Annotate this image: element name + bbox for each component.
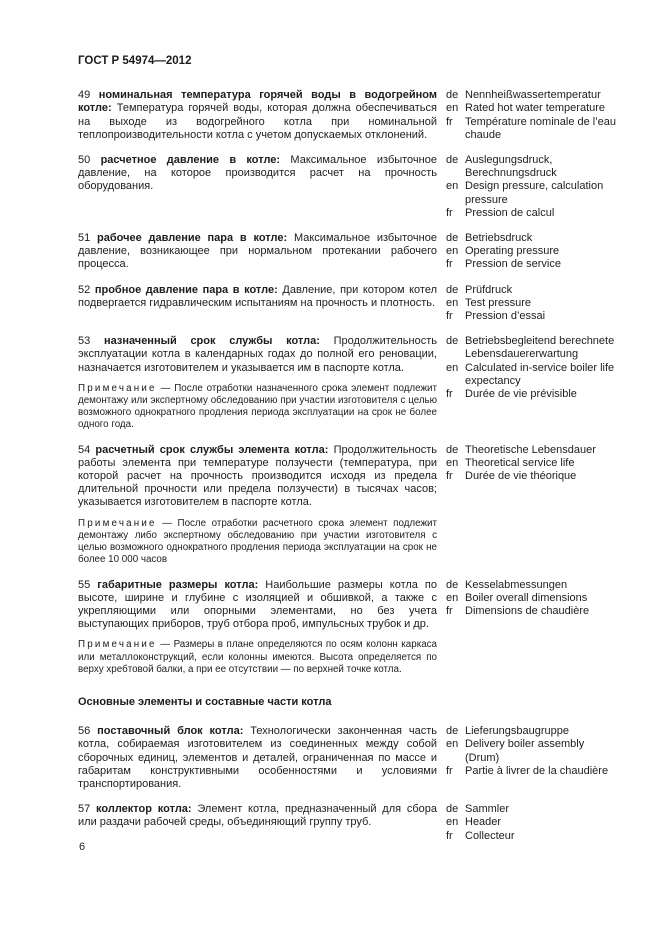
term-translations [446,154,620,220]
term-paragraph [78,725,437,791]
translation-row [446,258,620,271]
term-russian-block [78,154,437,194]
translation-text: Prüfdruck [465,283,513,296]
term-title: поставочный блок котла: [97,725,244,738]
translation-lang: fr [446,470,453,483]
translation-row [446,579,620,592]
translation-lang: en [446,296,459,309]
translation-row [446,816,620,829]
translation-text: Pression de service [465,258,561,271]
term-title: габаритные размеры котла: [97,578,259,591]
term-note [78,639,437,676]
translation-lang: de [446,443,459,456]
term-definition: Продолжительность работы элемента при температуре ползучести (температура, при которой расчет на прочность производится исходя из предела длительной прочности или предела ползучести) в тысячах часов; указывается изготовителем в паспорте котла. [78,443,437,509]
translation-lang: en [446,816,459,829]
translation-lang: de [446,283,459,296]
term-number: 50 [78,154,91,167]
translation-row [446,310,620,323]
translation-text: Delivery boiler assembly (Drum) [465,738,585,764]
term-definition: Технологически законченная часть котла, собираемая изготовителем из соединенных между собой сборочных единиц, элементов и деталей, ограниченная по массе и габаритам конструктивными особенностями и условиями транспортирования. [78,725,437,790]
term-translations [446,725,620,778]
translation-text: Pression d’essai [465,310,546,323]
translation-row [446,765,620,778]
translation-row [446,154,620,180]
translation-text: Auslegungsdruck, Berechnungsdruck [465,154,557,180]
translation-lang: en [446,361,459,374]
term-translations [446,89,620,142]
translation-lang: fr [446,258,453,271]
term-paragraph [78,579,437,632]
translation-lang: de [446,89,459,102]
translation-lang: de [446,803,459,816]
term-entry [78,154,620,220]
translation-row [446,725,620,738]
term-number: 51 [78,232,91,245]
translation-text: Durée de vie prévisible [465,388,577,401]
translation-row [446,284,620,297]
translation-lang: de [446,154,459,167]
term-definition: Максимальное избыточное давление, на которое производится расчет на прочность оборудования. [78,154,437,193]
note-text: — Размеры в плане определяются по осям колонн каркаса или металлоконструкций, если колонны имеются. Высота определяется по верху хребтовой балки, а при ее отсутствии — по верхней точке котла. [78,639,438,675]
translation-row [446,232,620,245]
term-definition: Температура горячей воды, которая должна обеспечиваться на выходе из водогрейного котла при номинальной теплопроизводительности котла с учетом допускаемых отклонений. [78,102,437,141]
term-russian-block [78,232,437,272]
term-translations [446,803,620,843]
translation-text: Pression de calcul [465,206,555,219]
translation-row [446,102,620,115]
translation-text: Durée de vie théorique [465,470,577,483]
translation-lang: en [446,102,459,115]
translation-lang: fr [446,604,453,617]
translation-row [446,803,620,816]
translation-text: Lieferungsbaugruppe [465,725,569,738]
translation-lang: fr [446,829,453,842]
term-entry [78,579,620,676]
term-paragraph [78,232,437,272]
term-entry [78,803,620,843]
translation-text: Kesselabmessungen [465,578,568,591]
term-translations [446,284,620,324]
translation-text: Betriebsdruck [465,232,533,245]
translation-lang: en [446,245,459,258]
term-definition: Наибольшие размеры котла по высоте, ширине и глубине с изоляцией и обшивкой, а также с укрепляющими или опорными элементами, но без учета выступающих приборов, труб отбора проб, импульсных трубок и др. [78,578,437,631]
translation-row [446,245,620,258]
term-russian-block [78,335,437,431]
term-russian-block [78,444,437,567]
term-paragraph [78,89,437,142]
term-definition: Давление, при котором котел подвергается гидравлическим испытаниям на прочность и плотность. [78,283,437,309]
term-entry [78,335,620,431]
term-number: 55 [78,578,91,591]
term-paragraph [78,284,437,310]
translation-row [446,297,620,310]
translation-text: Boiler overall dimensions [465,591,588,604]
translation-lang: en [446,456,459,469]
term-number: 57 [78,803,91,816]
document-body [78,89,620,843]
term-russian-block [78,725,437,791]
term-entry [78,89,620,142]
translation-text: Rated hot water temperature [465,102,606,115]
term-entry [78,232,620,272]
translation-row [446,207,620,220]
translation-lang: en [446,738,459,751]
term-title: назначенный срок службы котла: [103,335,320,348]
translation-row [446,388,620,401]
term-russian-block [78,284,437,310]
term-number: 53 [78,335,91,348]
term-entry [78,725,620,791]
translation-lang: fr [446,115,453,128]
translation-text: Sammler [465,803,510,816]
term-entry [78,444,620,567]
term-paragraph [78,335,437,375]
translation-text: Theoretische Lebensdauer [465,443,596,456]
translation-text: Calculated in-service boiler life expectancy [465,361,615,387]
term-paragraph [78,154,437,194]
term-translations [446,579,620,619]
translation-lang: en [446,591,459,604]
term-russian-block [78,89,437,142]
translation-lang: de [446,335,459,348]
translation-row [446,738,620,764]
term-title: коллектор котла: [96,803,192,816]
translation-text: Collecteur [465,829,515,842]
term-note [78,383,437,432]
translation-row [446,592,620,605]
translation-row [446,362,620,388]
note-label: Примечание [78,382,157,394]
translation-row [446,830,620,843]
translation-lang: de [446,578,459,591]
translation-row [446,605,620,618]
translation-text: Nennheißwassertemperatur [465,89,601,102]
term-number: 56 [78,725,91,738]
term-title: номинальная температура горячей воды в водогрейном котле: [78,89,437,115]
term-title: расчетный срок службы элемента котла: [95,443,329,456]
term-definition: Элемент котла, предназначенный для сбора или раздачи рабочей среды, объединяющий группу труб. [78,803,438,829]
term-paragraph [78,803,437,829]
term-paragraph [78,444,437,510]
term-translations [446,444,620,484]
note-label: Примечание [78,517,157,529]
translation-text: Operating pressure [465,245,560,258]
translation-lang: fr [446,764,453,777]
note-text: — После отработки назначенного срока элемент подлежит демонтажу или экспертному обследованию при участии изготовителя с целью возможного однократного продления периода эксплуатации на срок не более одного года. [78,382,437,431]
term-definition: Максимальное избыточное давление, возникающее при нормальном протекании рабочего процесса. [78,232,437,271]
translation-lang: fr [446,388,453,401]
translation-row [446,457,620,470]
translation-row [446,335,620,361]
term-translations [446,232,620,272]
translation-row [446,470,620,483]
translation-lang: de [446,232,459,245]
translation-text: Theoretical service life [465,456,575,469]
translation-lang: en [446,180,459,193]
translation-lang: fr [446,206,453,219]
translation-text: Test pressure [465,296,532,309]
translation-text: Dimensions de chaudière [465,604,590,617]
translation-row [446,180,620,206]
translation-text: Betriebsbegleitend berechnete Lebensdauererwartung [465,335,615,361]
term-russian-block [78,579,437,676]
translation-lang: fr [446,310,453,323]
translation-row [446,89,620,102]
term-definition: Продолжительность эксплуатации котла в календарных годах до полной его реновации, назначается изготовителем и указывается им в паспорте котла. [78,335,438,374]
note-text: — После отработки расчетного срока элемент подлежит демонтажу либо экспертному обследованию при участии изготовителя с целью возможного однократного продления периода эксплуатации на срок не более 10 000 часов [78,517,437,566]
translation-text: Design pressure, calculation pressure [465,180,604,206]
term-number: 49 [78,89,91,102]
translation-text: Partie à livrer de la chaudière [465,764,609,777]
term-title: пробное давление пара в котле: [94,283,278,296]
translation-text: Header [465,816,502,829]
translation-row [446,116,620,142]
term-russian-block [78,803,437,829]
document-title: ГОСТ Р 54974—2012 [78,55,192,67]
term-entry [78,284,620,324]
translation-lang: de [446,725,459,738]
term-title: рабочее давление пара в котле: [97,232,288,245]
term-number: 52 [78,283,91,296]
term-note [78,518,437,567]
page-number: 6 [79,841,86,853]
translation-row [446,444,620,457]
term-number: 54 [78,443,91,456]
section-heading: Основные элементы и составные части котла [78,695,332,708]
term-translations [446,335,620,401]
note-label: Примечание [78,639,157,651]
translation-text: Température nominale de l’eau chaude [465,115,617,141]
term-title: расчетное давление в котле: [100,154,281,167]
